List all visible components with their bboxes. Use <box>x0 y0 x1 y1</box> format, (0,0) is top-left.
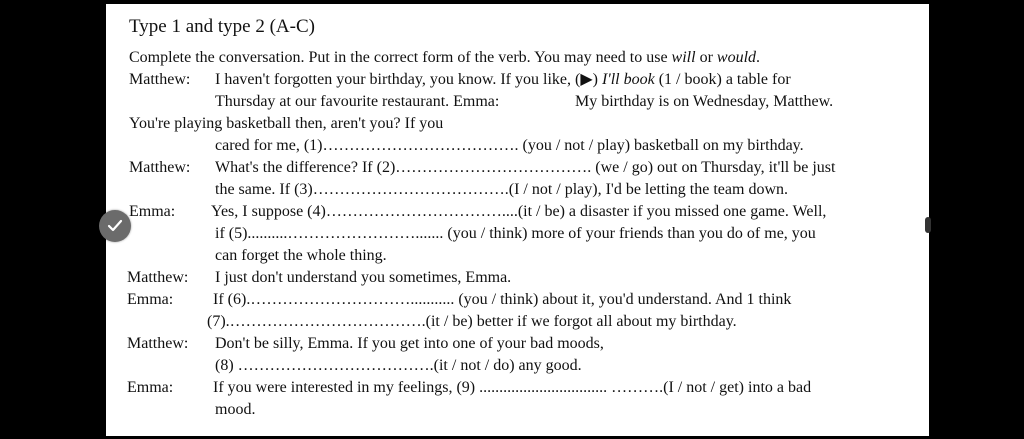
speaker-matthew-1: Matthew: <box>129 71 191 88</box>
dialogue-line-10: I just don't understand you sometimes, Emma. <box>215 269 512 286</box>
dialogue-line-8: if (5)..........……………………....... (you / think) more of your friends than you do of me, you <box>215 225 816 242</box>
instructions-will: will <box>671 49 696 66</box>
speaker-emma-2: Emma: <box>127 291 174 308</box>
line1-paren: ) <box>592 71 602 88</box>
dialogue-line-7: Yes, I suppose (4)……………………………....(it / be) a disaster if you missed one game. Well, <box>211 203 827 220</box>
instructions-pre: Complete the conversation. Put in the correct form of the verb. You may need to use <box>129 49 672 66</box>
speaker-emma-1: Emma: <box>129 203 176 220</box>
dialogue-line-9: can forget the whole thing. <box>215 247 387 264</box>
edge-handle <box>925 217 931 233</box>
dialogue-line-11: If (6).…………………………........... (you / think) about it, you'd understand. And 1 think <box>213 291 792 308</box>
speaker-matthew-4: Matthew: <box>127 335 189 352</box>
line1-start: I haven't forgotten your birthday, you know. If you like, ( <box>215 71 581 88</box>
dialogue-line-12: (7).……………………………….(it / be) better if we forgot all about my birthday. <box>207 313 737 330</box>
dialogue-line-2b: My birthday is on Wednesday, Matthew. <box>575 93 834 110</box>
speaker-matthew-2: Matthew: <box>129 159 191 176</box>
dialogue-line-6: the same. If (3)……………………………….(I / not / play), I'd be letting the team down. <box>215 181 788 198</box>
dialogue-line-1 <box>215 70 791 90</box>
example-arrow-icon: ▶ <box>580 71 593 88</box>
dialogue-line-3: You're playing basketball then, aren't you? If you <box>129 115 444 132</box>
dialogue-line-2a: Thursday at our favourite restaurant. Emma: <box>215 93 500 110</box>
speaker-matthew-3: Matthew: <box>127 269 189 286</box>
example-answer: I'll book <box>601 71 655 88</box>
checkmark-button[interactable] <box>99 210 131 242</box>
instructions-post: . <box>756 49 761 66</box>
worksheet-page <box>106 4 929 436</box>
checkmark-icon <box>107 219 123 233</box>
exercise-title: Type 1 and type 2 (A-C) <box>129 16 315 37</box>
dialogue-line-15: If you were interested in my feelings, (9) ................................ ……….(I / not / get) into a bad <box>213 379 812 396</box>
instructions-mid: or <box>695 49 717 66</box>
dialogue-line-14: (8) ……………………………….(it / not / do) any good. <box>215 357 582 374</box>
line1-end: (1 / book) a table for <box>654 71 791 88</box>
dialogue-line-4: cared for me, (1)………………………………. (you / not / play) basketball on my birthday. <box>215 137 804 154</box>
instructions-would: would <box>716 49 757 66</box>
dialogue-line-13: Don't be silly, Emma. If you get into one of your bad moods, <box>215 335 604 352</box>
instructions <box>129 48 760 68</box>
dialogue-line-5: What's the difference? If (2)………………………………. (we / go) out on Thursday, it'll be just <box>215 159 836 176</box>
speaker-emma-3: Emma: <box>127 379 174 396</box>
dialogue-line-16: mood. <box>215 401 256 418</box>
